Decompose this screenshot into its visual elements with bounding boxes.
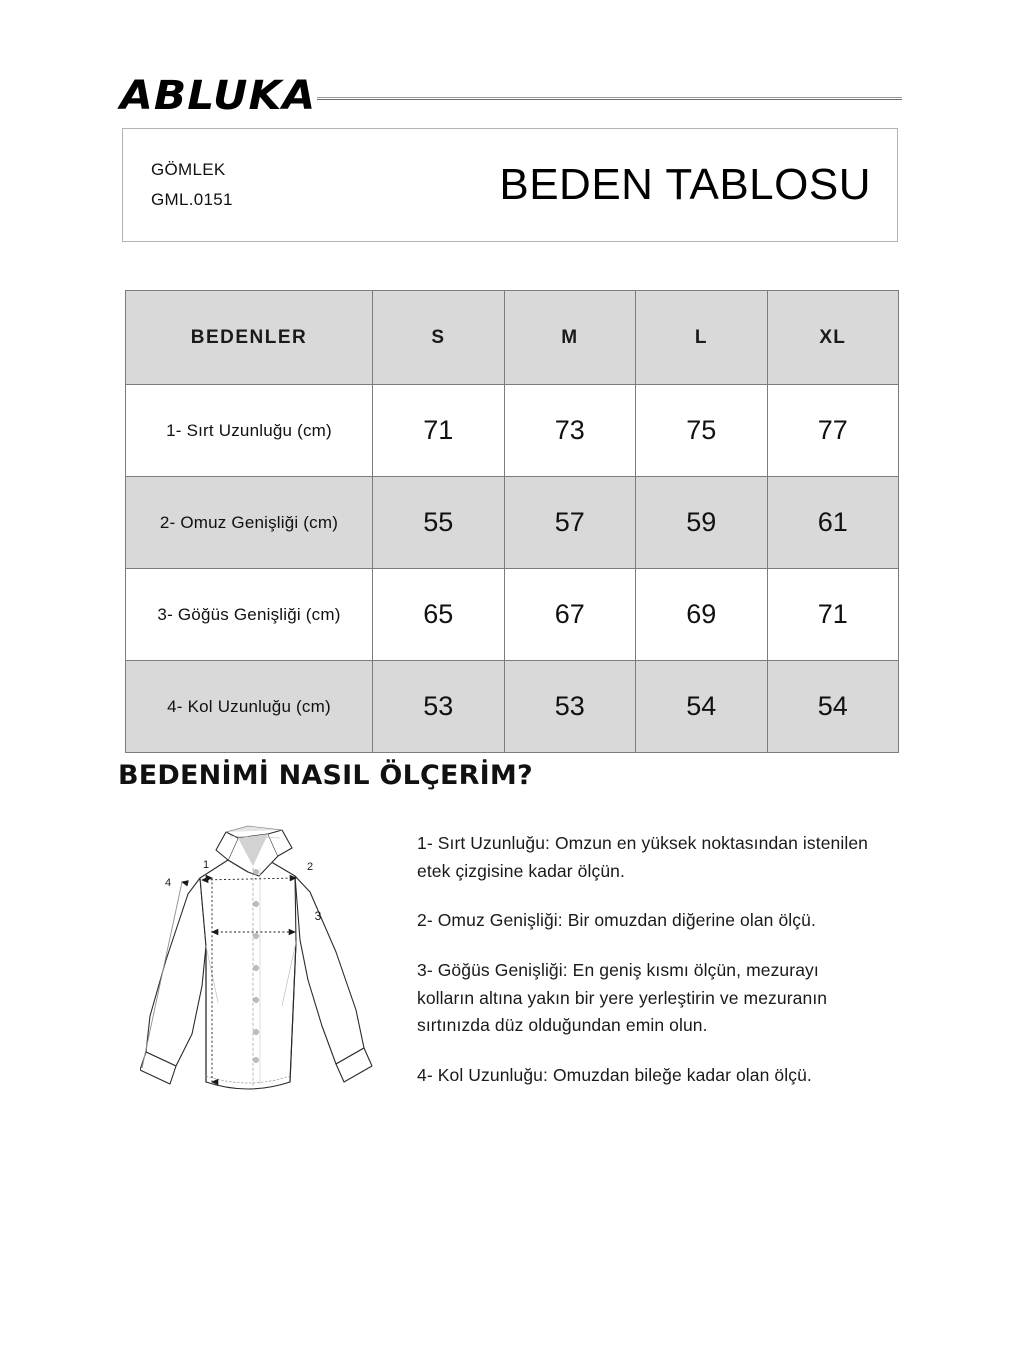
size-chart-table xyxy=(125,290,899,753)
measure-label-2: 2 xyxy=(306,861,314,873)
cell-back-length-m: 73 xyxy=(504,385,636,477)
cell-chest-width-m: 67 xyxy=(504,569,636,661)
cell-back-length-xl: 77 xyxy=(767,385,899,477)
brand-header xyxy=(120,74,902,118)
instruction-step-3: 3- Göğüs Genişliği: En geniş kısmı ölçün, mezurayı kolların altına yakın bir yere yerleştirin ve mezuranın sırtınızda düz olduğundan emin olun. xyxy=(417,959,828,1036)
instruction-step-2: 2- Omuz Genişliği: Bir omuzdan diğerine olan ölçü. xyxy=(417,910,816,931)
column-header-measurements: BEDENLER xyxy=(126,291,373,385)
measure-label-3: 3 xyxy=(314,909,322,923)
cell-sleeve-length-l: 54 xyxy=(636,661,768,753)
measurement-instructions xyxy=(417,830,879,1089)
cell-sleeve-length-s: 53 xyxy=(373,661,505,753)
cell-back-length-l: 75 xyxy=(636,385,768,477)
header-divider-rule xyxy=(317,97,902,100)
column-header-m: M xyxy=(504,291,636,385)
column-header-s: S xyxy=(373,291,505,385)
cell-shoulder-width-m: 57 xyxy=(504,477,636,569)
cell-sleeve-length-xl: 54 xyxy=(767,661,899,753)
column-header-xl: XL xyxy=(767,291,899,385)
shirt-illustration-svg xyxy=(140,820,410,1112)
cell-shoulder-width-s: 55 xyxy=(373,477,505,569)
measure-label-1: 1 xyxy=(202,859,210,871)
cell-back-length-s: 71 xyxy=(373,385,505,477)
table-row xyxy=(126,661,899,753)
cell-chest-width-xl: 71 xyxy=(767,569,899,661)
row-label-sleeve-length: 4- Kol Uzunluğu (cm) xyxy=(126,661,373,753)
measure-label-4: 4 xyxy=(164,877,172,889)
cell-chest-width-l: 69 xyxy=(636,569,768,661)
table-row xyxy=(126,477,899,569)
table-row xyxy=(126,569,899,661)
cell-chest-width-s: 65 xyxy=(373,569,505,661)
row-label-shoulder-width: 2- Omuz Genişliği (cm) xyxy=(126,477,373,569)
table-header-row xyxy=(126,291,899,385)
product-info xyxy=(151,155,233,215)
instruction-step-1: 1- Sırt Uzunluğu: Omzun en yüksek noktasından istenilen etek çizgisine kadar ölçün. xyxy=(417,833,869,881)
cell-shoulder-width-xl: 61 xyxy=(767,477,899,569)
table-row xyxy=(126,385,899,477)
how-to-measure-title: BEDENİMİ NASIL ÖLÇERİM? xyxy=(118,760,533,791)
row-label-chest-width: 3- Göğüs Genişliği (cm) xyxy=(126,569,373,661)
column-header-l: L xyxy=(636,291,768,385)
row-label-back-length: 1- Sırt Uzunluğu (cm) xyxy=(126,385,373,477)
instruction-step-4: 4- Kol Uzunluğu: Omuzdan bileğe kadar olan ölçü. xyxy=(417,1064,812,1085)
page-title: BEDEN TABLOSU xyxy=(499,160,871,209)
shirt-diagram xyxy=(140,820,410,1112)
product-code: GML.0151 xyxy=(151,189,233,209)
cell-shoulder-width-l: 59 xyxy=(636,477,768,569)
cell-sleeve-length-m: 53 xyxy=(504,661,636,753)
document-header-box xyxy=(122,128,898,242)
product-category: GÖMLEK xyxy=(151,160,226,179)
abluka-logo: ABLUKA xyxy=(120,73,317,119)
